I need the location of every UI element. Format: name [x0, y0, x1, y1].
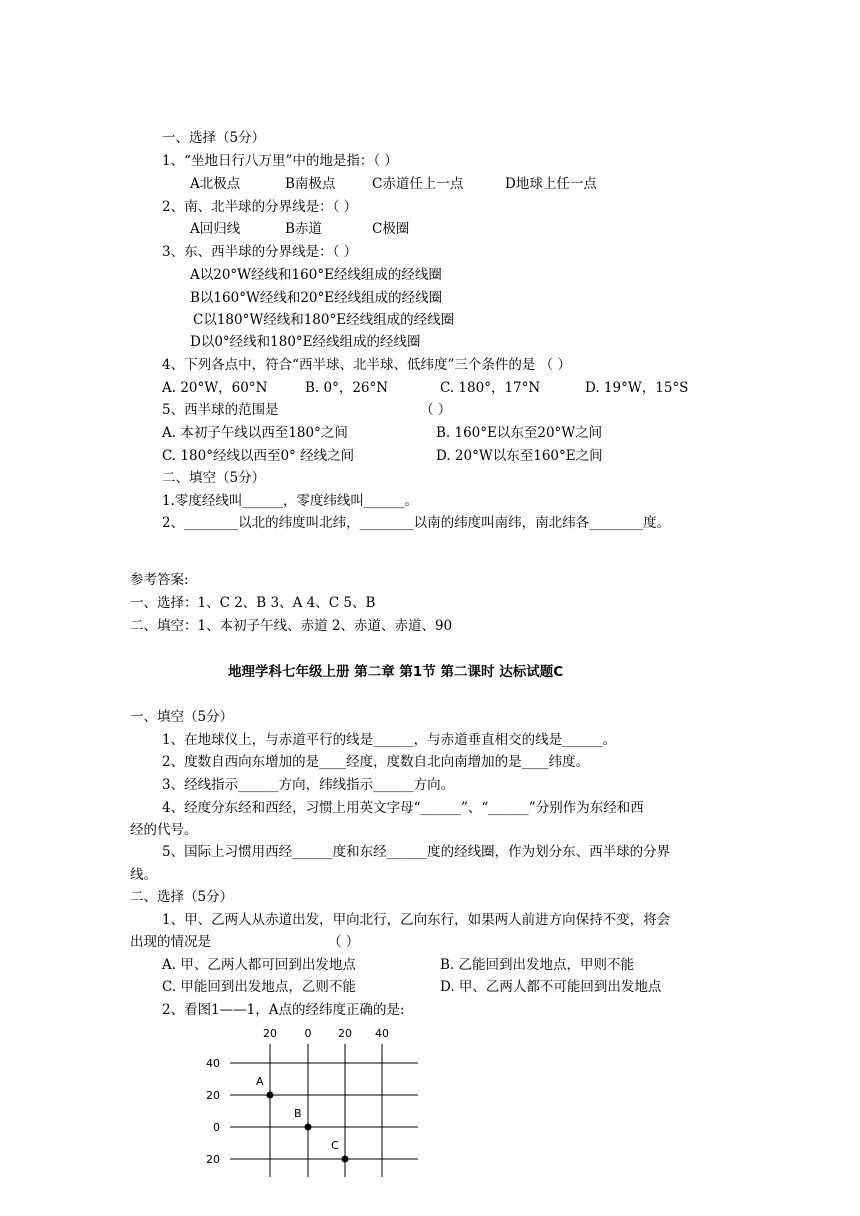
side-label: 20 [206, 1089, 220, 1102]
fill-2-question-4: 4、经度分东经和西经，习惯上用英文字母“______”、“______”分别作为东经和西 [162, 800, 644, 816]
side-label: 0 [213, 1121, 220, 1134]
worksheet-title: 地理学科七年级上册 第二章 第1节 第二课时 达标试题C [228, 664, 564, 680]
top-label: 20 [263, 1027, 277, 1040]
fill-2-question-5-cont: 线。 [130, 867, 157, 883]
grid-labels [206, 1027, 389, 1166]
point-label-a: A [256, 1075, 264, 1088]
choice-2-q1-option-c: C. 甲能回到出发地点，乙则不能 [162, 979, 356, 995]
q3-option-c: C以180°W经线和180°E经线组成的经线圈 [193, 312, 455, 328]
grid-lines [230, 1044, 418, 1177]
point-c [342, 1156, 349, 1163]
q2-option-a: A回归线 [190, 221, 241, 237]
q5-option-a: A. 本初子午线以西至180°之间 [162, 425, 348, 441]
section-heading-fill: 二、填空（5分） [162, 470, 266, 486]
q3-option-a: A以20°W经线和160°E经线组成的经线圈 [190, 267, 442, 283]
choice-2-q1-option-a: A. 甲、乙两人都可回到出发地点 [162, 957, 356, 973]
fill-2-question-2: 2、度数自西向东增加的是____经度，度数自北向南增加的是____纬度。 [162, 754, 590, 770]
section-heading-choice-2: 二、选择（5分） [130, 889, 234, 905]
q4-option-d: D. 19°W，15°S [585, 380, 689, 396]
side-label: 20 [206, 1153, 220, 1166]
q1-option-b: B南极点 [285, 176, 336, 192]
question-3: 3、东、西半球的分界线是：（ ） [162, 244, 358, 260]
top-label: 40 [375, 1027, 389, 1040]
point-b [305, 1124, 312, 1131]
q5-option-c: C. 180°经线以西至0° 经线之间 [162, 448, 355, 464]
point-a [267, 1092, 274, 1099]
q1-option-a: A北极点 [190, 176, 241, 192]
q5-option-d: D. 20°W以东至160°E之间 [436, 448, 603, 464]
q2-option-c: C极圈 [372, 221, 410, 237]
q1-option-d: D地球上任一点 [505, 176, 597, 192]
choice-2-q1-paren: （ ） [328, 934, 360, 950]
question-4: 4、下列各点中，符合“西半球、北半球、低纬度”三个条件的是 （ ） [162, 357, 571, 373]
question-5: 5、西半球的范围是 [162, 402, 279, 418]
q2-option-b: B赤道 [285, 221, 322, 237]
point-label-b: B [294, 1107, 302, 1120]
q4-option-b: B. 0°，26°N [305, 380, 389, 396]
point-label-c: C [331, 1139, 339, 1152]
fill-2-question-5: 5、国际上习惯用西经______度和东经______度的经线圈，作为划分东、西半球的分界 [162, 844, 671, 860]
question-1: 1、“坐地日行八万里”中的地是指：（ ） [162, 153, 398, 169]
fill-2-question-4-cont: 经的代号。 [130, 822, 198, 838]
q4-option-c: C. 180°，17°N [440, 380, 541, 396]
q3-option-b: B以160°W经线和20°E经线组成的经线圈 [190, 290, 443, 306]
choice-2-question-1-cont: 出现的情况是 [130, 934, 211, 950]
answers-fill: 二、填空：1、本初子午线、赤道 2、赤道、赤道、90 [130, 618, 453, 634]
choice-2-q1-option-d: D. 甲、乙两人都不可能回到出发地点 [440, 979, 662, 995]
side-label: 40 [206, 1057, 220, 1070]
answers-choice: 一、选择：1、C 2、B 3、A 4、C 5、B [130, 595, 376, 611]
q1-option-c: C赤道任上一点 [372, 176, 464, 192]
fill-question-2: 2、________以北的纬度叫北纬，________以南的纬度叫南纬，南北纬各________度。 [162, 515, 671, 531]
answers-heading: 参考答案: [130, 572, 189, 588]
choice-2-question-2: 2、看图1——1，A点的经纬度正确的是: [162, 1002, 405, 1018]
section-heading-fill-2: 一、填空（5分） [130, 709, 234, 725]
q4-option-a: A. 20°W，60°N [162, 380, 268, 396]
q5-answer-paren: （ ） [420, 402, 452, 418]
fill-question-1: 1.零度经线叫______，零度纬线叫______。 [162, 493, 418, 509]
question-2: 2、南、北半球的分界线是：（ ） [162, 199, 358, 215]
q5-option-b: B. 160°E以东至20°W之间 [436, 425, 603, 441]
q3-option-d: D以0°经线和180°E经线组成的经线圈 [190, 334, 421, 350]
top-label: 0 [304, 1027, 312, 1040]
choice-2-question-1: 1、甲、乙两人从赤道出发，甲向北行，乙向东行，如果两人前进方向保持不变，将会 [162, 912, 671, 928]
section-heading-choice: 一、选择（5分） [162, 130, 266, 146]
choice-2-q1-option-b: B. 乙能回到出发地点，甲则不能 [440, 957, 635, 973]
top-label: 20 [338, 1027, 352, 1040]
fill-2-question-1: 1、在地球仪上，与赤道平行的线是______，与赤道垂直相交的线是______。 [162, 732, 617, 748]
lat-lon-grid-figure [190, 1022, 430, 1182]
fill-2-question-3: 3、经线指示______方向，纬线指示______方向。 [162, 777, 455, 793]
